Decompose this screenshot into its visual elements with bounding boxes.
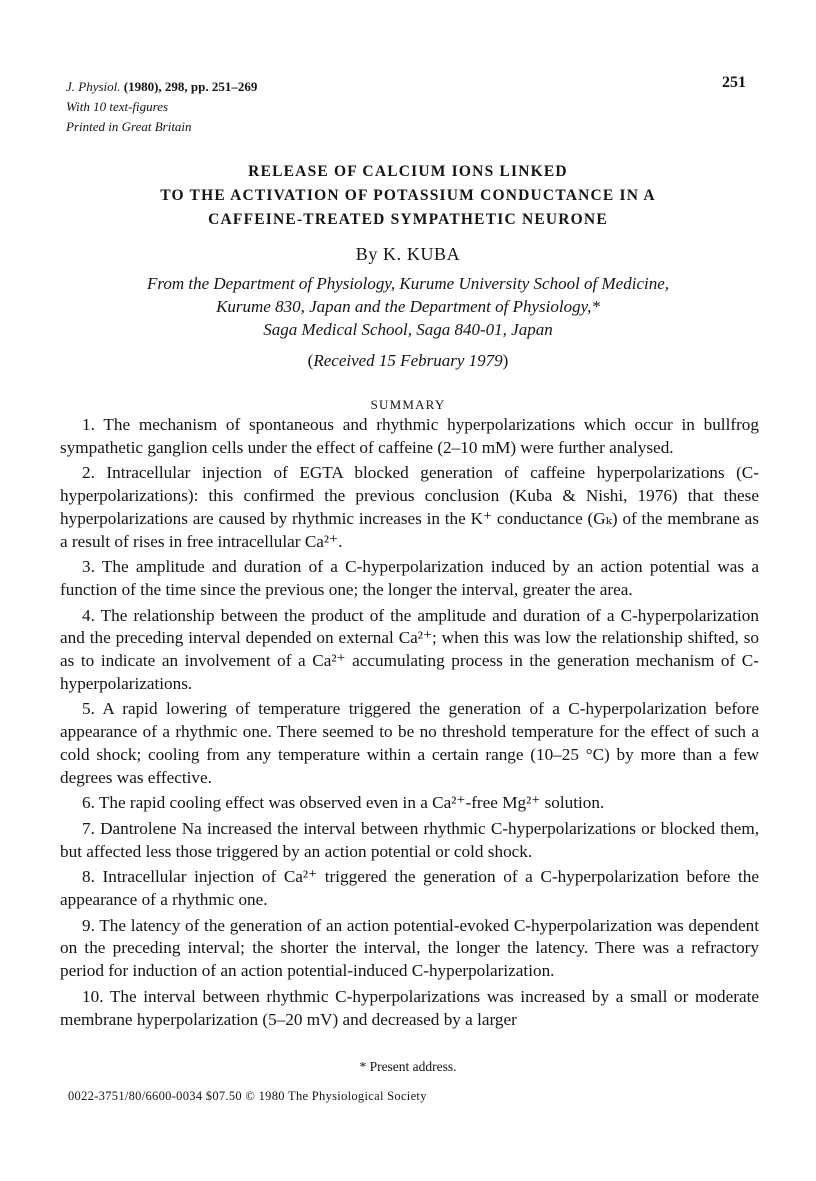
copyright-line: 0022-3751/80/6600-0034 $07.50 © 1980 The Physiological Society [68, 1089, 427, 1103]
summary-paragraph: 2. Intracellular injection of EGTA blocked generation of caffeine hyperpolarizations (C-hyperpolarizations): this confirmed the previous conclusion (Kuba & Nishi, 1976) that these hyperpolarizations are caused by rhythmic increases in the K⁺ conductance (Gₖ) of the membrane as a result of rises in free intracellular Ca²⁺. [60, 463, 759, 551]
summary-body [60, 414, 759, 1034]
received-date [0, 351, 816, 371]
received-text: Received 15 February 1979 [313, 351, 503, 370]
figures-note: With 10 text-figures [66, 99, 169, 114]
summary-paragraph: 8. Intracellular injection of Ca²⁺ triggered the generation of a C-hyperpolarization before the appearance of a rhythmic one. [60, 867, 759, 910]
printed-note: Printed in Great Britain [66, 119, 192, 134]
summary-paragraph: 3. The amplitude and duration of a C-hyperpolarization induced by an action potential was a function of the time since the previous one; the longer the interval, greater the area. [60, 557, 759, 599]
title-line: CAFFEINE-TREATED SYMPATHETIC NEURONE [208, 211, 608, 228]
received-open-paren: ( [307, 351, 314, 370]
summary-paragraph: 6. The rapid cooling effect was observed even in a Ca²⁺-free Mg²⁺ solution. [82, 793, 605, 813]
affiliation-line: Saga Medical School, Saga 840-01, Japan [263, 320, 553, 339]
journal-name: J. Physiol. [66, 79, 121, 94]
affiliation [90, 272, 726, 341]
summary-paragraph: 10. The interval between rhythmic C-hyperpolarizations was increased by a small or moderate membrane hyperpolarization (5–20 mV) and decreased by a larger [60, 986, 759, 1029]
summary-paragraph: 9. The latency of the generation of an action potential-evoked C-hyperpolarization was dependent on the preceding interval; the shorter the interval, the longer the latency. There was a refractory period for induction of an action potential-induced C-hyperpolarization. [60, 915, 759, 981]
citation-details: (1980), 298, pp. 251–269 [123, 79, 258, 94]
footnote: * Present address. [359, 1059, 457, 1074]
citation-line [66, 77, 257, 97]
page-number: 251 [722, 74, 746, 91]
article-title [60, 160, 756, 232]
summary-paragraph: 1. The mechanism of spontaneous and rhythmic hyperpolarizations which occur in bullfrog sympathetic ganglion cells under the effect of caffeine (2–10 mM) were further analysed. [60, 415, 759, 457]
affiliation-line: Kurume 830, Japan and the Department of Physiology,* [216, 297, 600, 316]
summary-paragraph: 4. The relationship between the product of the amplitude and duration of a C-hyperpolarization and the preceding interval depended on external Ca²⁺; when this was low the relationship shifted, so as to indicate an involvement of a Ca²⁺ accumulating process in the generation mechanism of C-hyperpolarizations. [60, 605, 759, 693]
summary-heading: SUMMARY [370, 397, 446, 412]
title-line: RELEASE OF CALCIUM IONS LINKED [248, 163, 568, 180]
received-close-paren: ) [502, 351, 509, 370]
summary-paragraph: 7. Dantrolene Na increased the interval between rhythmic C-hyperpolarizations or blocked them, but affected less those triggered by an action potential or cold shock. [60, 818, 759, 861]
title-line: TO THE ACTIVATION OF POTASSIUM CONDUCTANCE IN A [160, 187, 656, 204]
journal-header [66, 77, 257, 137]
summary-paragraph: 5. A rapid lowering of temperature triggered the generation of a C-hyperpolarization before appearance of a rhythmic one. There seemed to be no threshold temperature for the effect of such a cold shock; cooling from any temperature within a certain range (10–25 °C) by more than a few degrees was effective. [60, 699, 759, 787]
author-line: By K. KUBA [355, 244, 461, 264]
affiliation-line: From the Department of Physiology, Kurume University School of Medicine, [146, 274, 670, 293]
